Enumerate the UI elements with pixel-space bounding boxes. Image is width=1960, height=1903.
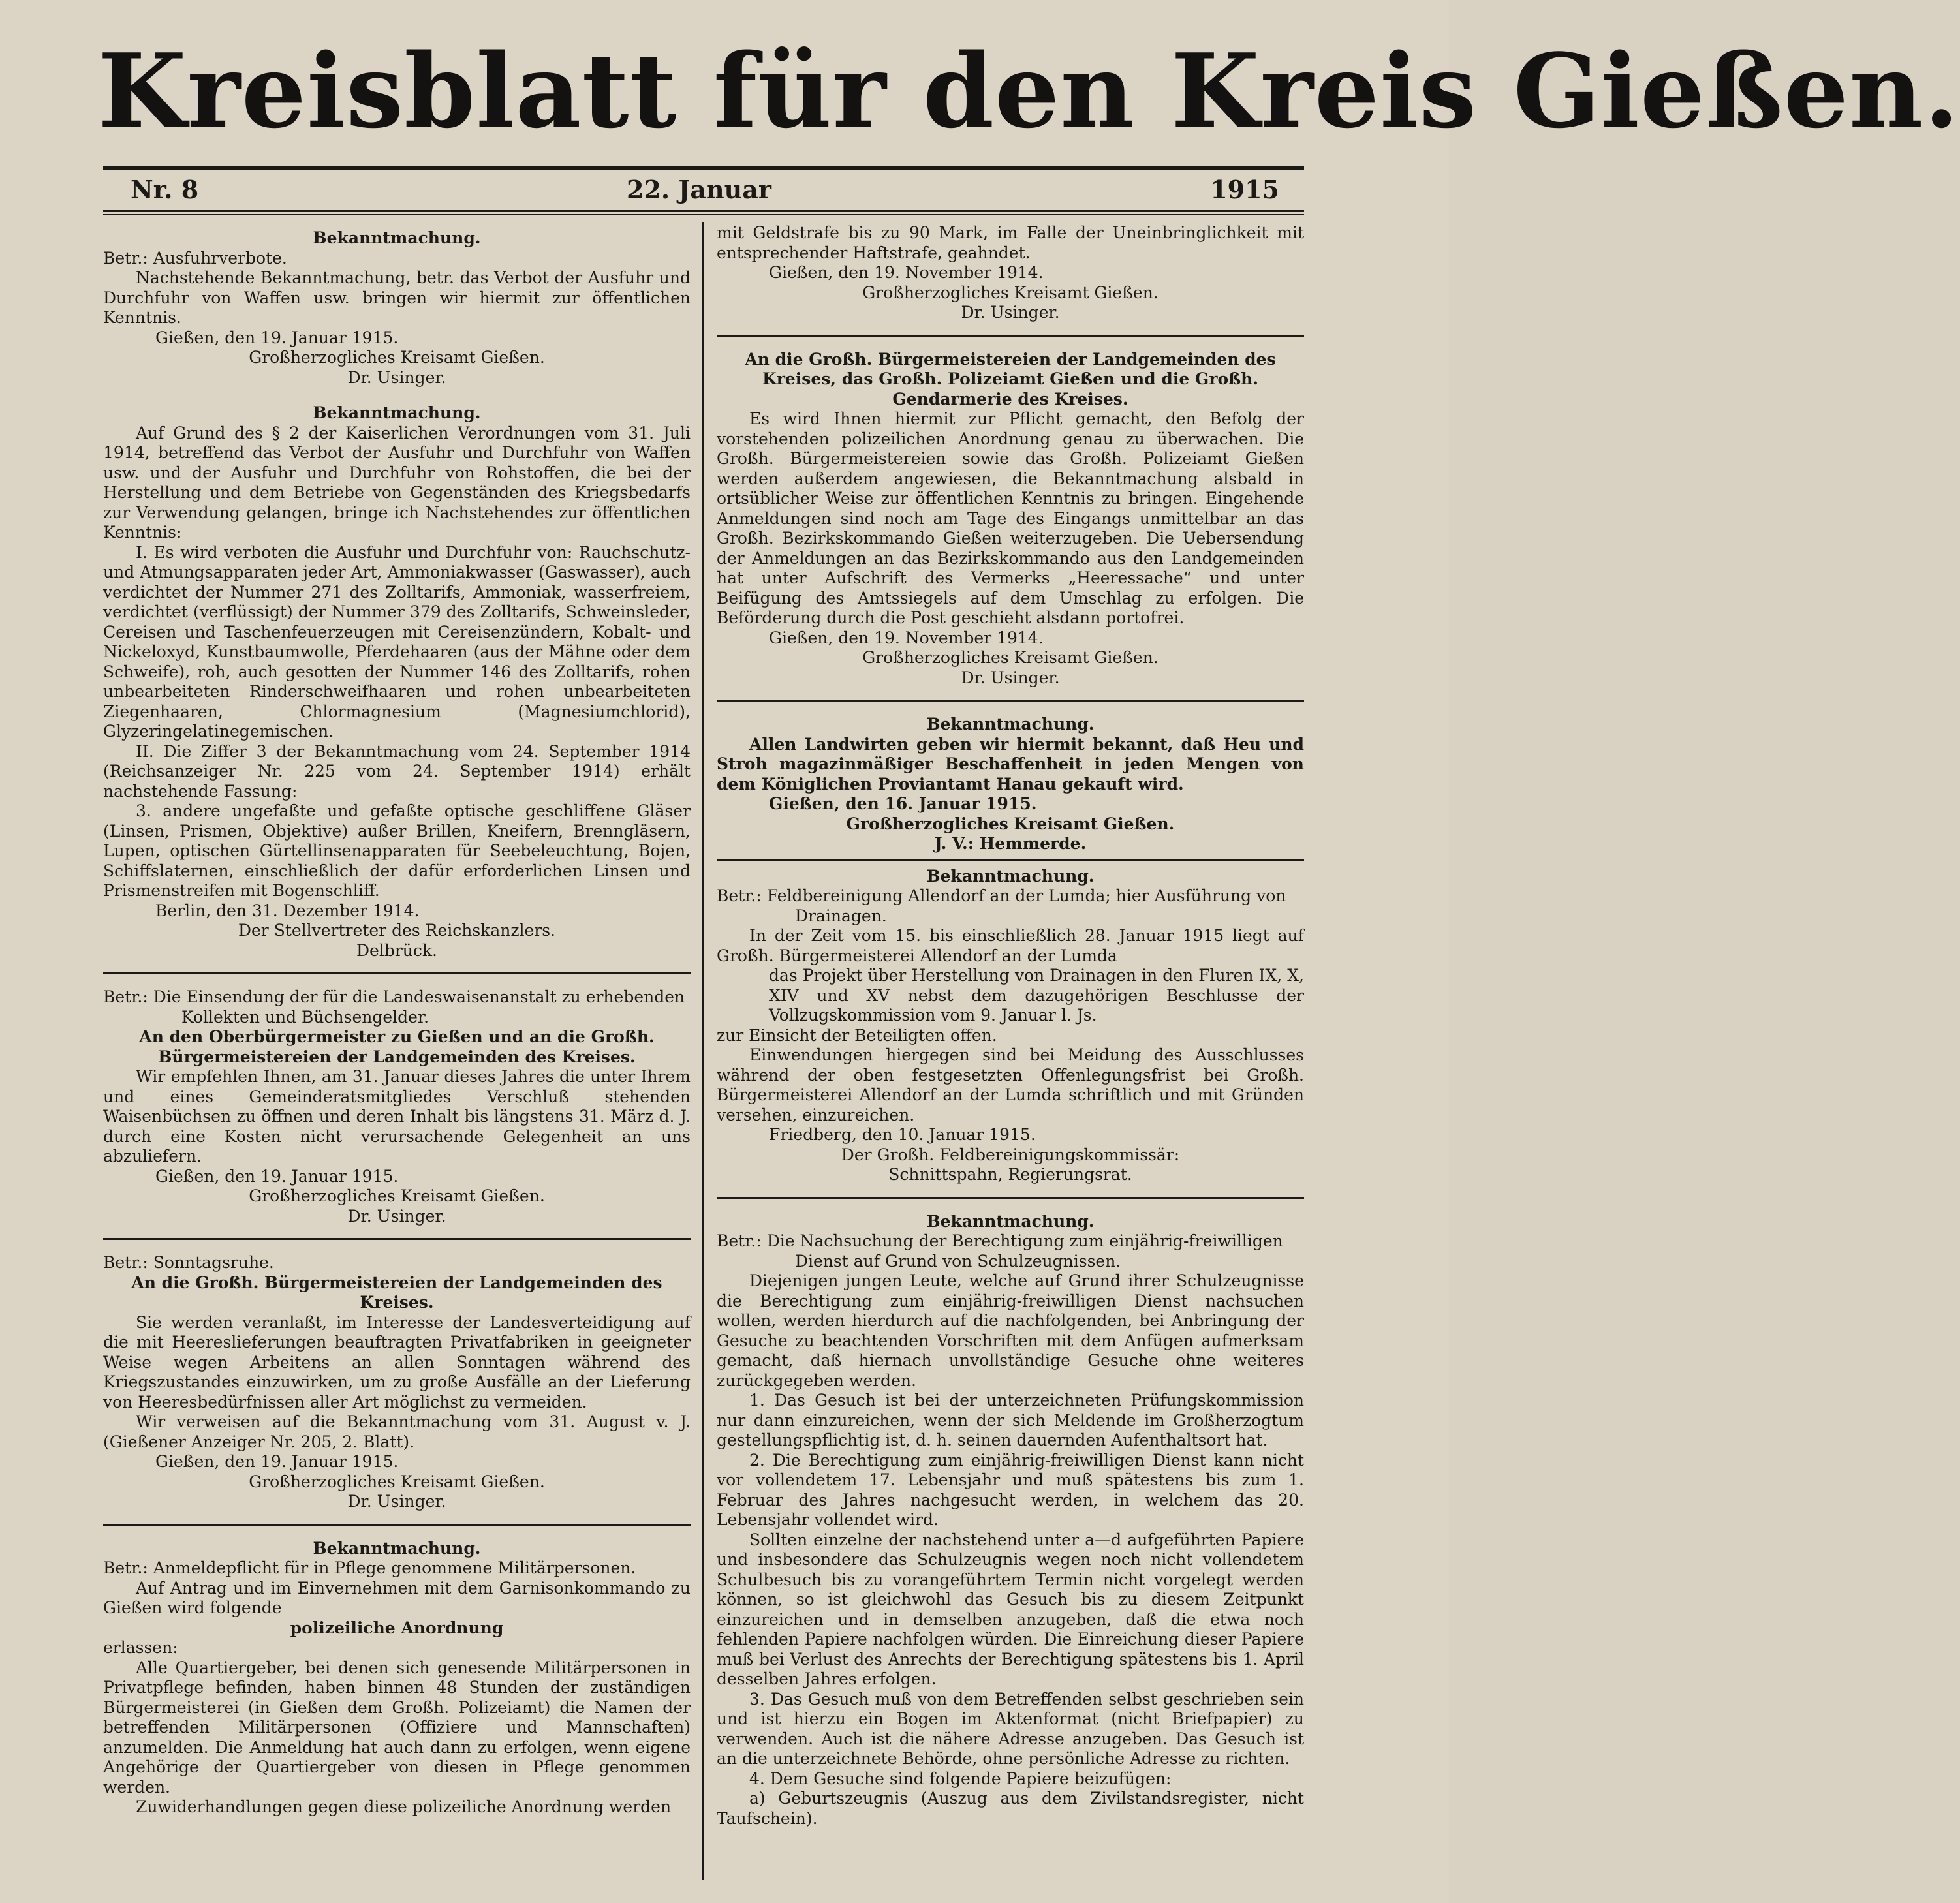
notice-body: 3. Das Gesuch muß von dem Betreffenden selbst geschrieben sein und ist hierzu ein Bogen im Aktenformat (nicht Briefpapier) zu verwenden. Auch ist die nähere Adresse anzugeben. Das Gesuch ist an die unterzeichnete Behörde, ohne persönliche Adresse zu richten. (717, 1689, 1304, 1768)
notice-place-date: Berlin, den 31. Dezember 1914. (155, 901, 420, 920)
notice-body: mit Geldstrafe bis zu 90 Mark, im Falle der Uneinbringlichkeit mit entsprechender Haftstrafe, geahndet. (717, 223, 1304, 262)
notice-subheading: polizeiliche Anordnung (290, 1618, 504, 1637)
notice-office: Großherzogliches Kreisamt Gießen. (846, 814, 1175, 833)
notice-body: Auf Antrag und im Einvernehmen mit dem Garnisonkommando zu Gießen wird folgende (103, 1578, 691, 1617)
notice-body: I. Es wird verboten die Ausfuhr und Durchfuhr von: Rauchschutz- und Atmungsapparaten jeder Art, Ammoniakwasser (Gaswasser), auch verdichtet der Nummer 271 des Zolltarifs, Ammoniak, wasserfreiem, verdichtet (verflüssigt) der Nummer 379 des Zolltarifs, Schweinsleder, Cereisen und Taschenfeuerzeugen mit Cereisenzündern, Kobalt- und Nickeloxyd, Kunstbaumwolle, Pferdehaaren (aus der Mähne oder dem Schweife), roh, auch gesotten der Nummer 146 des Zolltarifs, rohen unbearbeiteten Rinderschweifhaaren und rohen unbearbeiteten Ziegenhaaren, Chlormagnesium (Magnesiumchlorid), Glyzeringelatinegemischen. (103, 542, 691, 741)
notice-subject: Betr.: Anmeldepflicht für in Pflege genommene Militärpersonen. (103, 1558, 636, 1577)
notice-heading: Bekanntmachung. (926, 1211, 1095, 1231)
masthead-title: Kreisblatt für den Kreis Gießen. (98, 31, 1960, 151)
notice-place-date: Gießen, den 19. November 1914. (769, 628, 1044, 647)
notice-body: Es wird Ihnen hiermit zur Pflicht gemacht, den Befolg der vorstehenden polizeilichen Anordnung genau zu überwachen. Die Großh. Bürgermeistereien sowie das Großh. Polizeiamt Gießen werden außerdem angewiesen, die Bekanntmachung alsbald in ortsüblicher Weise zur öffentlichen Kenntnis zu bringen. Eingehende Anmeldungen sind noch am Tage des Eingangs unmittelbar an das Großh. Bezirkskommando Gießen weiterzugeben. Die Uebersendung der Anmeldungen an das Bezirkskommando aus den Landgemeinden hat unter Aufschrift des Vermerks „Heeressache“ und unter Beifügung des Amtssiegels auf dem Umschlag zu erfolgen. Die Beförderung durch die Post geschieht alsdann portofrei. (717, 409, 1304, 627)
notice-subject: Betr.: Sonntagsruhe. (103, 1253, 274, 1272)
notice-place-date: Gießen, den 19. Januar 1915. (155, 1166, 399, 1186)
notice-body: Einwendungen hiergegen sind bei Meidung des Ausschlusses während der oben festgesetzten Offenlegungsfrist bei Großh. Bürgermeisterei Allendorf an der Lumda schriftlich und mit Gründen versehen, einzureichen. (717, 1045, 1304, 1124)
notice-subject: Betr.: Feldbereinigung Allendorf an der Lumda; hier Ausführung von Drainagen. (717, 886, 1286, 925)
issue-line (131, 175, 1279, 208)
section-rule (103, 1238, 691, 1240)
masthead-rule-bottom (103, 210, 1304, 212)
section-rule (103, 972, 691, 974)
notice-heading: Bekanntmachung. (313, 1538, 481, 1558)
section-rule (717, 859, 1304, 861)
notice-body: Auf Grund des § 2 der Kaiserlichen Verordnungen vom 31. Juli 1914, betreffend das Verbot der Ausfuhr und Durchfuhr von Waffen usw. und der Ausfuhr und Durchfuhr von Rohstoffen, die bei der Herstellung und dem Betriebe von Gegenständen des Kriegsbedarfs zur Verwendung gelangen, bringe ich Nachstehendes zur öffentlichen Kenntnis: (103, 423, 691, 542)
notice-office: Der Stellvertreter des Reichskanzlers. (238, 921, 556, 940)
masthead-rule-bottom-2 (103, 214, 1304, 215)
section-rule (717, 700, 1304, 702)
notice-addressee: An die Großh. Bürgermeistereien der Landgemeinden des Kreises. (131, 1273, 662, 1312)
notice-body: Wir empfehlen Ihnen, am 31. Januar dieses Jahres die unter Ihrem und eines Gemeinderatsmitgliedes Verschluß stehenden Waisenbüchsen zu öffnen und deren Inhalt bis längstens 31. März d. J. durch eine Kosten nicht verursachende Gelegenheit an uns abzuliefern. (103, 1067, 691, 1166)
notice-place-date: Gießen, den 19. Januar 1915. (155, 328, 399, 347)
notice-body: In der Zeit vom 15. bis einschließlich 28. Januar 1915 liegt auf Großh. Bürgermeisterei Allendorf an der Lumda (717, 926, 1304, 965)
issue-number: Nr. 8 (131, 175, 199, 204)
column-divider (702, 222, 704, 1880)
notice-addressee: An den Oberbürgermeister zu Gießen und an die Großh. Bürgermeistereien der Landgemeinden des Kreises. (139, 1027, 655, 1066)
notice-heading: Bekanntmachung. (926, 866, 1095, 886)
notice-office: Großherzogliches Kreisamt Gießen. (862, 283, 1159, 302)
notice-body: Allen Landwirten geben wir hiermit bekannt, daß Heu und Stroh magazinmäßiger Beschaffenheit in jeden Mengen von dem Königlichen Proviantamt Hanau gekauft wird. (717, 734, 1304, 794)
notice-body: Nachstehende Bekanntmachung, betr. das Verbot der Ausfuhr und Durchfuhr von Waffen usw. bringen wir hiermit zur öffentlichen Kenntnis. (103, 268, 691, 327)
notice-place-date: Gießen, den 19. Januar 1915. (155, 1452, 399, 1471)
section-rule (717, 335, 1304, 337)
notice-signature: Dr. Usinger. (961, 303, 1060, 322)
notice-body: Alle Quartiergeber, bei denen sich genesende Militärpersonen in Privatpflege befinden, haben binnen 48 Stunden der zuständigen Bürgermeisterei (in Gießen dem Großh. Polizeiamt) die Namen der betreffenden Militärpersonen (Offiziere und Mannschaften) anzumelden. Die Anmeldung hat auch dann zu erfolgen, wenn eigene Angehörige der Quartiergeber von diesen in Pflege genommen werden. (103, 1658, 691, 1797)
notice-body: II. Die Ziffer 3 der Bekanntmachung vom 24. September 1914 (Reichsanzeiger Nr. 225 vom 24. September 1914) erhält nachstehende Fassung: (103, 741, 691, 801)
notice-signature: Delbrück. (356, 940, 437, 960)
notice-body: 2. Die Berechtigung zum einjährig-freiwilligen Dienst kann nicht vor vollendetem 17. Lebensjahr und muß spätestens bis zum 1. Februar des Jahres nachgesucht werden, in welchem das 20. Lebensjahr vollendet wird. (717, 1450, 1304, 1529)
notice-office: Großherzogliches Kreisamt Gießen. (249, 1472, 545, 1491)
notice-body: a) Geburtszeugnis (Auszug aus dem Zivilstandsregister, nicht Taufschein). (717, 1789, 1304, 1828)
notice-office: Großherzogliches Kreisamt Gießen. (249, 1186, 545, 1205)
notice-subject: Betr.: Ausfuhrverbote. (103, 248, 287, 268)
notice-heading: Bekanntmachung. (926, 715, 1095, 734)
notice-body: erlassen: (103, 1638, 178, 1657)
issue-year: 1915 (1210, 175, 1279, 204)
notice-body: Wir verweisen auf die Bekanntmachung vom 31. August v. J. (Gießener Anzeiger Nr. 205, 2. Blatt). (103, 1412, 691, 1451)
notice-body: Sie werden veranlaßt, im Interesse der Landesverteidigung auf die mit Heereslieferungen beauftragten Privatfabriken in geeigneter Weise wegen Arbeitens an allen Sonntagen während des Kriegszustandes einzuwirken, um zu große Ausfälle an der Lieferung von Heeresbedürfnissen aller Art möglichst zu vermeiden. (103, 1312, 691, 1412)
section-rule (103, 1524, 691, 1526)
notice-signature: Dr. Usinger. (347, 1206, 446, 1226)
notice-body: Zuwiderhandlungen gegen diese polizeiliche Anordnung werden (136, 1797, 672, 1816)
notice-place-date: Gießen, den 19. November 1914. (769, 263, 1044, 282)
notice-signature: Dr. Usinger. (347, 1492, 446, 1511)
section-rule (717, 1197, 1304, 1199)
notice-body: Sollten einzelne der nachstehend unter a—d aufgeführten Papiere und insbesondere das Schulzeugnis wegen noch nicht vollendetem Schulbesuch bis zu vorangeführtem Termin nicht vorgelegt werden können, so ist gleichwohl das Gesuch bis zu diesem Zeitpunkt einzureichen und in demselben anzugeben, daß die etwa noch fehlenden Papiere nachfolgen würden. Die Einreichung dieser Papiere muß bei Verlust des Anrechts der Berechtigung spätestens bis 1. April desselben Jahres erfolgen. (717, 1530, 1304, 1688)
issue-date: 22. Januar (627, 175, 771, 204)
notice-body: 3. andere ungefaßte und gefaßte optische geschliffene Gläser (Linsen, Prismen, Objektive) außer Brillen, Kneifern, Brenngläsern, Lupen, optischen Gürtellinsenapparaten für Seebeleuchtung, Bojen, Schiffslaternen, einschließlich der dafür erforderlichen Linsen und Prismenstreifen mit Bogenschliff. (103, 801, 691, 900)
notice-subject: Betr.: Die Einsendung der für die Landeswaisenanstalt zu erhebenden Kollekten und Büchsengelder. (103, 987, 685, 1027)
notice-body: Diejenigen jungen Leute, welche auf Grund ihrer Schulzeugnisse die Berechtigung zum einjährig-freiwilligen Dienst nachsuchen wollen, werden hierdurch auf die nachfolgenden, bei Anbringung der Gesuche zu beachtenden Vorschriften mit dem Anfügen aufmerksam gemacht, daß hiernach unvollständige Gesuche ohne weiteres zurückgegeben werden. (717, 1271, 1304, 1390)
right-column (717, 223, 1304, 1829)
notice-heading: Bekanntmachung. (313, 403, 481, 422)
notice-body: 1. Das Gesuch ist bei der unterzeichneten Prüfungskommission nur dann einzureichen, wenn der sich Meldende im Großherzogtum gestellungspflichtig ist, d. h. seinen dauernden Aufenthaltsort hat. (717, 1391, 1304, 1449)
notice-heading: Bekanntmachung. (313, 228, 481, 247)
left-column (103, 228, 691, 1818)
notice-signature: J. V.: Hemmerde. (934, 834, 1087, 853)
notice-office: Der Großh. Feldbereinigungskommissär: (841, 1145, 1180, 1164)
notice-subject: Betr.: Die Nachsuchung der Berechtigung zum einjährig-freiwilligen Dienst auf Grund von Schulzeugnissen. (717, 1231, 1283, 1271)
notice-signature: Dr. Usinger. (961, 668, 1060, 687)
notice-place-date: Friedberg, den 10. Januar 1915. (769, 1125, 1036, 1144)
notice-office: Großherzogliches Kreisamt Gießen. (249, 348, 545, 367)
notice-addressee: An die Großh. Bürgermeistereien der Landgemeinden des Kreises, das Großh. Polizeiamt Gießen und die Großh. Gendarmerie des Kreises. (745, 349, 1276, 409)
notice-place-date: Gießen, den 16. Januar 1915. (769, 794, 1037, 813)
notice-body: zur Einsicht der Beteiligten offen. (717, 1025, 997, 1045)
notice-signature: Schnittspahn, Regierungsrat. (888, 1165, 1132, 1184)
notice-signature: Dr. Usinger. (347, 367, 446, 387)
notice-body: das Projekt über Herstellung von Drainagen in den Fluren IX, X, XIV und XV nebst dem dazugehörigen Beschlusse der Vollzugskommission vom 9. Januar l. Js. (769, 966, 1304, 1025)
masthead-rule-top (103, 166, 1304, 170)
notice-body: 4. Dem Gesuche sind folgende Papiere beizufügen: (749, 1769, 1172, 1788)
notice-office: Großherzogliches Kreisamt Gießen. (862, 648, 1159, 667)
